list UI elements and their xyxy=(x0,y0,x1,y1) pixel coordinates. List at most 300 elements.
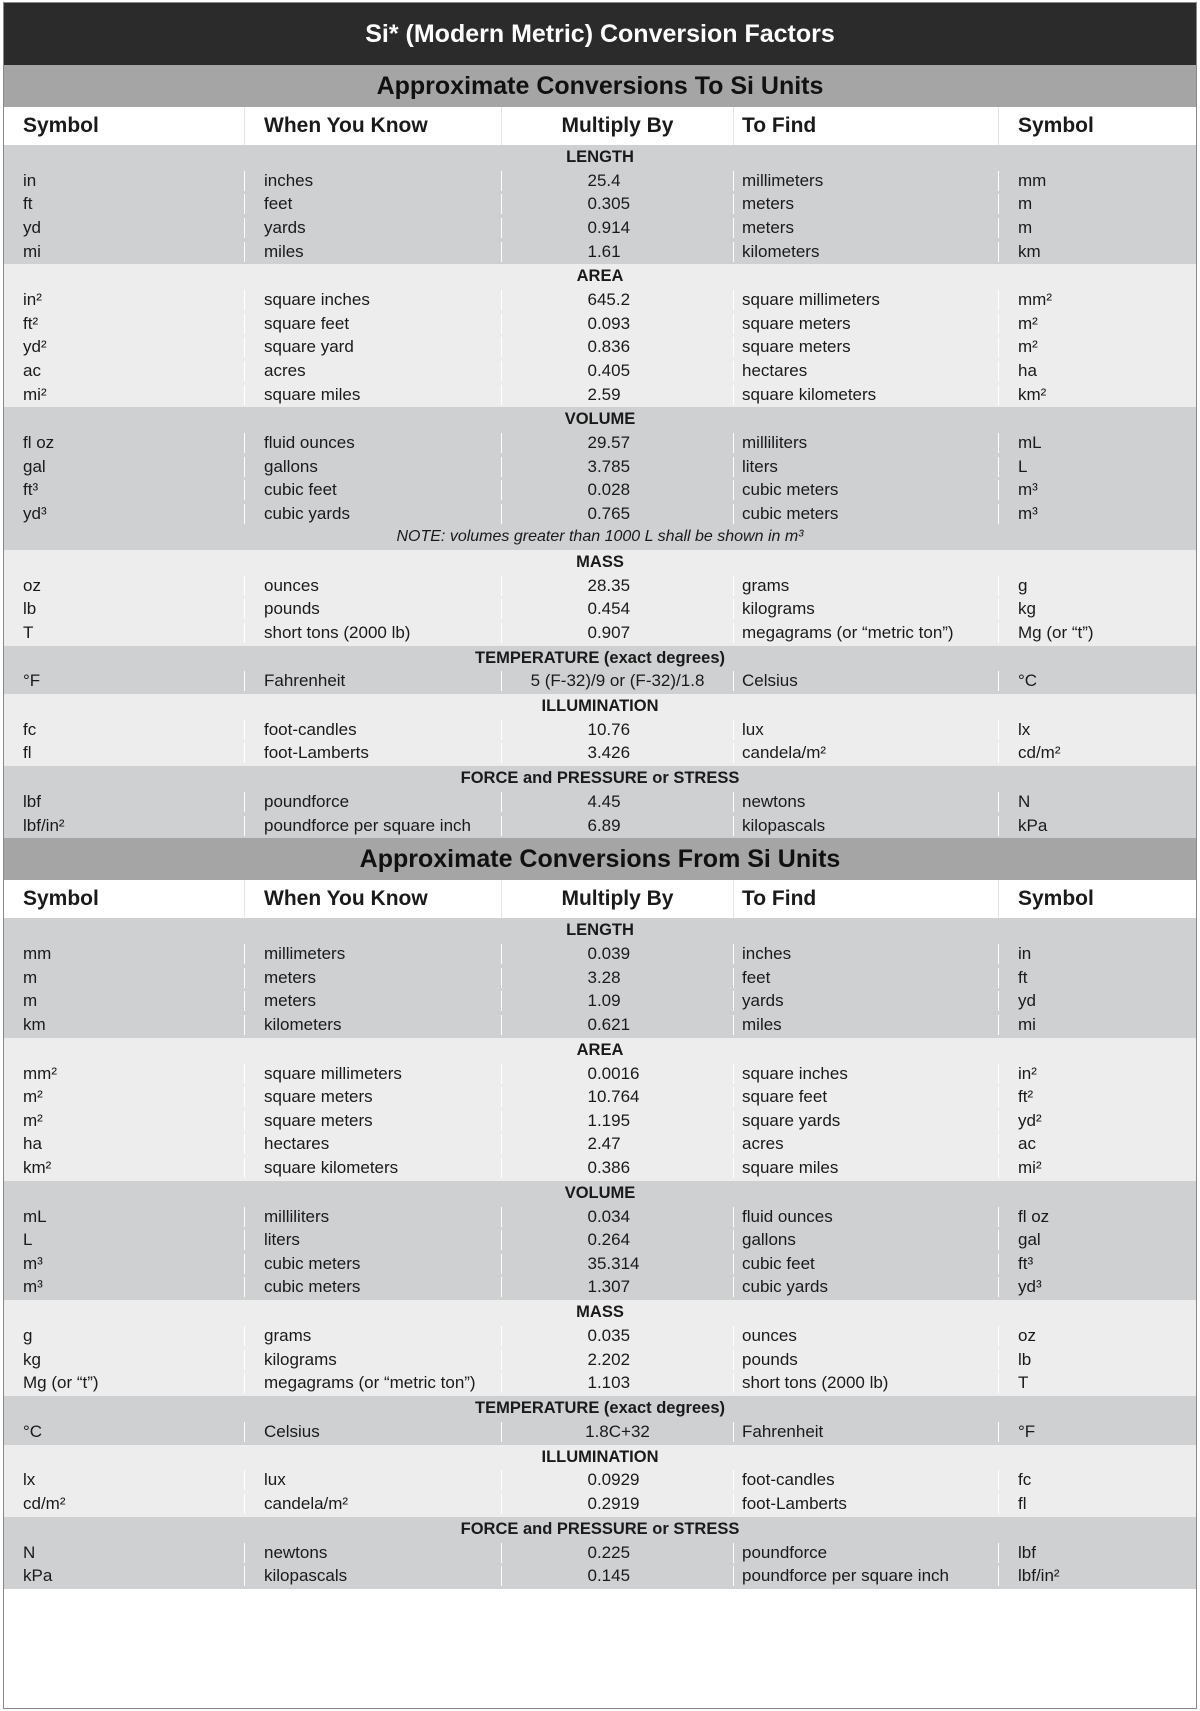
cell-to-find: ounces xyxy=(733,1326,998,1346)
cell-multiply-by xyxy=(501,1254,733,1274)
multiply-by-value: 0.765 xyxy=(587,503,631,523)
cell-to-find: meters xyxy=(733,218,998,238)
cell-symbol: m² xyxy=(23,1110,43,1130)
header-when-you-know: When You Know xyxy=(244,107,501,145)
cell-result-symbol: kPa xyxy=(998,816,1196,836)
multiply-by-value: 0.914 xyxy=(587,217,631,237)
cell-when-you-know: meters xyxy=(244,991,501,1011)
cell-when-you-know: Celsius xyxy=(244,1422,501,1442)
cell-to-find: gallons xyxy=(733,1230,998,1250)
cell-multiply-by xyxy=(501,792,733,812)
group-title: ILLUMINATION xyxy=(541,1447,659,1466)
cell-multiply-by xyxy=(501,314,733,334)
table-row xyxy=(4,597,1196,621)
multiply-by-value: 1.103 xyxy=(587,1373,631,1393)
column-header-row xyxy=(4,107,1196,145)
cell-symbol: Mg (or “t”) xyxy=(23,1373,99,1393)
cell-multiply-by xyxy=(501,457,733,477)
group-title: VOLUME xyxy=(564,1183,636,1202)
cell-when-you-know: meters xyxy=(244,968,501,988)
cell-symbol: mL xyxy=(23,1206,47,1226)
table-row xyxy=(4,574,1196,598)
multiply-by-value: 4.45 xyxy=(587,792,621,812)
multiply-by-value: 0.454 xyxy=(587,599,631,619)
table-row xyxy=(4,1348,1196,1372)
multiply-by-value: 1.09 xyxy=(587,991,621,1011)
multiply-by-value: 0.035 xyxy=(587,1325,631,1345)
multiply-by-value: 0.305 xyxy=(587,194,631,214)
header-symbol-result: Symbol xyxy=(998,107,1196,145)
multiply-by-value: 645.2 xyxy=(587,290,631,310)
section-title: Approximate Conversions To Si Units xyxy=(4,65,1196,107)
table-row xyxy=(4,383,1196,407)
cell-symbol: in xyxy=(23,170,37,190)
multiply-by-value: 0.034 xyxy=(587,1206,631,1226)
cell-multiply-by xyxy=(501,1566,733,1586)
cell-symbol: T xyxy=(23,622,34,642)
cell-when-you-know: feet xyxy=(244,194,501,214)
cell-multiply-by xyxy=(501,720,733,740)
table-row xyxy=(4,216,1196,240)
header-symbol: Symbol xyxy=(23,887,99,911)
table-row xyxy=(4,359,1196,383)
conversion-group xyxy=(4,264,1196,407)
group-title: FORCE and PRESSURE or STRESS xyxy=(460,769,740,788)
cell-result-symbol: cd/m² xyxy=(998,743,1196,763)
cell-result-symbol: mm xyxy=(998,171,1196,191)
multiply-by-value: 1.307 xyxy=(587,1277,631,1297)
cell-result-symbol: km² xyxy=(998,385,1196,405)
cell-symbol: m³ xyxy=(23,1277,43,1297)
cell-multiply-by xyxy=(501,816,733,836)
table-row xyxy=(4,193,1196,217)
cell-when-you-know: short tons (2000 lb) xyxy=(244,623,501,643)
cell-symbol: km² xyxy=(23,1158,52,1178)
cell-to-find: Celsius xyxy=(733,671,998,691)
cell-to-find: grams xyxy=(733,576,998,596)
cell-symbol: lbf xyxy=(23,792,41,812)
cell-result-symbol: yd² xyxy=(998,1111,1196,1131)
cell-to-find: pounds xyxy=(733,1350,998,1370)
multiply-by-value: 35.314 xyxy=(587,1253,640,1273)
cell-to-find: kilometers xyxy=(733,242,998,262)
group-note: NOTE: volumes greater than 1000 L shall be shown in m³ xyxy=(396,528,804,546)
multiply-by-value: 3.28 xyxy=(587,967,621,987)
cell-when-you-know: miles xyxy=(244,242,501,262)
multiply-by-value: 3.785 xyxy=(587,456,631,476)
cell-multiply-by xyxy=(501,480,733,500)
conversion-factors-sheet xyxy=(3,2,1197,1709)
cell-result-symbol: m³ xyxy=(998,480,1196,500)
cell-result-symbol: yd xyxy=(998,991,1196,1011)
table-row xyxy=(4,1156,1196,1180)
table-row xyxy=(4,1420,1196,1444)
cell-symbol: kg xyxy=(23,1349,41,1369)
cell-to-find: megagrams (or “metric ton”) xyxy=(733,623,998,643)
cell-to-find: foot-Lamberts xyxy=(733,1494,998,1514)
conversion-group xyxy=(4,694,1196,766)
cell-multiply-by xyxy=(501,576,733,596)
multiply-by-value: 2.47 xyxy=(587,1134,621,1154)
header-to-find: To Find xyxy=(733,880,998,918)
column-header-row xyxy=(4,880,1196,918)
cell-to-find: fluid ounces xyxy=(733,1207,998,1227)
cell-when-you-know: Fahrenheit xyxy=(244,671,501,691)
cell-to-find: cubic meters xyxy=(733,480,998,500)
cell-result-symbol: ft³ xyxy=(998,1254,1196,1274)
cell-symbol: ft³ xyxy=(23,480,39,500)
cell-when-you-know: square feet xyxy=(244,314,501,334)
multiply-by-value: 2.59 xyxy=(587,384,621,404)
cell-when-you-know: hectares xyxy=(244,1134,501,1154)
cell-when-you-know: square meters xyxy=(244,1111,501,1131)
header-to-find: To Find xyxy=(733,107,998,145)
multiply-by-value: 0.028 xyxy=(587,480,631,500)
cell-result-symbol: kg xyxy=(998,599,1196,619)
cell-symbol: ft² xyxy=(23,313,39,333)
cell-when-you-know: liters xyxy=(244,1230,501,1250)
multiply-by-value: 10.76 xyxy=(587,719,631,739)
cell-when-you-know: pounds xyxy=(244,599,501,619)
table-row xyxy=(4,336,1196,360)
cell-when-you-know: kilopascals xyxy=(244,1566,501,1586)
cell-multiply-by xyxy=(501,1230,733,1250)
cell-when-you-know: grams xyxy=(244,1326,501,1346)
table-row xyxy=(4,1469,1196,1493)
cell-multiply-by xyxy=(501,1470,733,1490)
cell-to-find: inches xyxy=(733,944,998,964)
cell-result-symbol: fl oz xyxy=(998,1207,1196,1227)
cell-result-symbol: in xyxy=(998,944,1196,964)
cell-result-symbol: g xyxy=(998,576,1196,596)
header-symbol-result: Symbol xyxy=(998,880,1196,918)
cell-to-find: liters xyxy=(733,457,998,477)
cell-when-you-know: cubic yards xyxy=(244,504,501,524)
cell-result-symbol: ha xyxy=(998,361,1196,381)
cell-to-find: short tons (2000 lb) xyxy=(733,1373,998,1393)
cell-multiply-by xyxy=(501,743,733,763)
group-title: AREA xyxy=(576,267,624,286)
cell-when-you-know: square yard xyxy=(244,337,501,357)
group-title: MASS xyxy=(576,1303,624,1322)
cell-result-symbol: km xyxy=(998,242,1196,262)
table-row xyxy=(4,1205,1196,1229)
cell-to-find: feet xyxy=(733,968,998,988)
multiply-by-value: 0.0016 xyxy=(587,1063,640,1083)
cell-symbol: yd³ xyxy=(23,503,47,523)
cell-multiply-by xyxy=(501,1422,733,1442)
cell-symbol: mi xyxy=(23,241,41,261)
cell-when-you-know: square inches xyxy=(244,290,501,310)
cell-when-you-know: cubic feet xyxy=(244,480,501,500)
multiply-by-value: 0.264 xyxy=(587,1230,631,1250)
cell-symbol: m³ xyxy=(23,1253,43,1273)
group-title: TEMPERATURE (exact degrees) xyxy=(474,648,725,667)
cell-multiply-by xyxy=(501,242,733,262)
cell-result-symbol: L xyxy=(998,457,1196,477)
cell-to-find: poundforce per square inch xyxy=(733,1566,998,1586)
cell-result-symbol: ft² xyxy=(998,1087,1196,1107)
table-row xyxy=(4,1013,1196,1037)
cell-multiply-by xyxy=(501,194,733,214)
table-row xyxy=(4,1564,1196,1588)
multiply-by-value: 0.405 xyxy=(587,360,631,380)
conversion-group xyxy=(4,407,1196,549)
cell-symbol: ha xyxy=(23,1134,42,1154)
cell-when-you-know: fluid ounces xyxy=(244,433,501,453)
table-row xyxy=(4,1252,1196,1276)
cell-to-find: square meters xyxy=(733,337,998,357)
sections-container xyxy=(4,65,1196,1589)
conversion-group xyxy=(4,1445,1196,1517)
cell-result-symbol: mi xyxy=(998,1015,1196,1035)
cell-result-symbol: ft xyxy=(998,968,1196,988)
cell-symbol: lbf/in² xyxy=(23,815,65,835)
cell-result-symbol: lb xyxy=(998,1350,1196,1370)
cell-multiply-by xyxy=(501,991,733,1011)
conversion-group xyxy=(4,550,1196,646)
table-row xyxy=(4,942,1196,966)
cell-to-find: square inches xyxy=(733,1064,998,1084)
section-title: Approximate Conversions From Si Units xyxy=(4,838,1196,880)
multiply-by-value: 29.57 xyxy=(587,433,631,453)
cell-symbol: mi² xyxy=(23,384,47,404)
cell-when-you-know: cubic meters xyxy=(244,1277,501,1297)
group-title: LENGTH xyxy=(566,921,634,940)
cell-result-symbol: yd³ xyxy=(998,1277,1196,1297)
cell-multiply-by xyxy=(501,337,733,357)
cell-multiply-by xyxy=(501,171,733,191)
cell-multiply-by xyxy=(501,433,733,453)
cell-result-symbol: lbf/in² xyxy=(998,1566,1196,1586)
conversion-group xyxy=(4,1396,1196,1445)
multiply-by-value: 0.0929 xyxy=(587,1470,640,1490)
cell-result-symbol: oz xyxy=(998,1326,1196,1346)
multiply-by-value: 10.764 xyxy=(587,1087,640,1107)
cell-result-symbol: °C xyxy=(998,671,1196,691)
table-row xyxy=(4,312,1196,336)
header-symbol: Symbol xyxy=(23,114,99,137)
table-row xyxy=(4,790,1196,814)
multiply-by-value: 0.145 xyxy=(587,1566,631,1586)
cell-when-you-know: millimeters xyxy=(244,944,501,964)
cell-symbol: °F xyxy=(23,671,41,691)
cell-multiply-by xyxy=(501,1064,733,1084)
conversion-group xyxy=(4,1038,1196,1181)
page-title: Si* (Modern Metric) Conversion Factors xyxy=(4,3,1196,65)
cell-to-find: acres xyxy=(733,1134,998,1154)
multiply-by-value: 1.8C+32 xyxy=(585,1421,650,1441)
cell-when-you-know: square kilometers xyxy=(244,1158,501,1178)
cell-result-symbol: N xyxy=(998,792,1196,812)
group-title: ILLUMINATION xyxy=(541,697,659,716)
table-row xyxy=(4,240,1196,264)
cell-to-find: cubic yards xyxy=(733,1277,998,1297)
cell-multiply-by xyxy=(501,968,733,988)
table-row xyxy=(4,1324,1196,1348)
cell-multiply-by xyxy=(501,290,733,310)
multiply-by-value: 3.426 xyxy=(587,743,631,763)
cell-result-symbol: m xyxy=(998,218,1196,238)
cell-multiply-by xyxy=(501,1015,733,1035)
cell-when-you-know: yards xyxy=(244,218,501,238)
cell-symbol: fl xyxy=(23,743,32,763)
cell-when-you-know: milliliters xyxy=(244,1207,501,1227)
cell-symbol: mm xyxy=(23,944,52,964)
cell-to-find: yards xyxy=(733,991,998,1011)
conversion-group xyxy=(4,1181,1196,1300)
cell-multiply-by xyxy=(501,1277,733,1297)
cell-result-symbol: fl xyxy=(998,1494,1196,1514)
cell-multiply-by xyxy=(501,1494,733,1514)
multiply-by-value: 1.61 xyxy=(587,241,621,261)
cell-symbol: ft xyxy=(23,194,33,214)
conversion-group xyxy=(4,766,1196,838)
cell-to-find: kilopascals xyxy=(733,816,998,836)
cell-when-you-know: kilometers xyxy=(244,1015,501,1035)
conversion-group xyxy=(4,918,1196,1037)
table-row xyxy=(4,1276,1196,1300)
cell-to-find: newtons xyxy=(733,792,998,812)
cell-to-find: cubic meters xyxy=(733,504,998,524)
cell-symbol: m xyxy=(23,991,38,1011)
cell-multiply-by xyxy=(501,1134,733,1154)
cell-symbol: fl oz xyxy=(23,433,55,453)
multiply-by-value: 0.093 xyxy=(587,313,631,333)
cell-symbol: oz xyxy=(23,575,41,595)
cell-result-symbol: m xyxy=(998,194,1196,214)
cell-result-symbol: Mg (or “t”) xyxy=(998,623,1196,643)
cell-multiply-by xyxy=(501,1111,733,1131)
cell-result-symbol: mm² xyxy=(998,290,1196,310)
cell-symbol: lb xyxy=(23,599,37,619)
multiply-by-value: 0.2919 xyxy=(587,1493,640,1513)
multiply-by-value: 1.195 xyxy=(587,1110,631,1130)
conversion-group xyxy=(4,646,1196,695)
cell-symbol: yd xyxy=(23,217,41,237)
cell-to-find: meters xyxy=(733,194,998,214)
cell-symbol: N xyxy=(23,1542,36,1562)
table-row xyxy=(4,742,1196,766)
multiply-by-value: 0.039 xyxy=(587,944,631,964)
cell-multiply-by xyxy=(501,1207,733,1227)
cell-when-you-know: square meters xyxy=(244,1087,501,1107)
multiply-by-value: 5 (F-32)/9 or (F-32)/1.8 xyxy=(530,671,705,691)
cell-when-you-know: foot-candles xyxy=(244,720,501,740)
cell-symbol: ac xyxy=(23,360,41,380)
cell-when-you-know: foot-Lamberts xyxy=(244,743,501,763)
cell-multiply-by xyxy=(501,1326,733,1346)
cell-symbol: kPa xyxy=(23,1566,53,1586)
cell-when-you-know: square miles xyxy=(244,385,501,405)
cell-result-symbol: °F xyxy=(998,1422,1196,1442)
cell-multiply-by xyxy=(501,1350,733,1370)
table-row xyxy=(4,1371,1196,1395)
cell-symbol: °C xyxy=(23,1421,43,1441)
cell-when-you-know: megagrams (or “metric ton”) xyxy=(244,1373,501,1393)
cell-result-symbol: lx xyxy=(998,720,1196,740)
cell-when-you-know: poundforce per square inch xyxy=(244,816,501,836)
cell-multiply-by xyxy=(501,1543,733,1563)
group-title: AREA xyxy=(576,1040,624,1059)
multiply-by-value: 2.202 xyxy=(587,1349,631,1369)
cell-result-symbol: m² xyxy=(998,314,1196,334)
table-row xyxy=(4,621,1196,645)
table-row xyxy=(4,718,1196,742)
group-title: VOLUME xyxy=(564,410,636,429)
cell-when-you-know: lux xyxy=(244,1470,501,1490)
cell-result-symbol: gal xyxy=(998,1230,1196,1250)
table-row xyxy=(4,670,1196,694)
cell-multiply-by xyxy=(501,361,733,381)
cell-symbol: m xyxy=(23,967,38,987)
cell-when-you-know: gallons xyxy=(244,457,501,477)
cell-multiply-by xyxy=(501,504,733,524)
cell-to-find: lux xyxy=(733,720,998,740)
multiply-by-value: 0.225 xyxy=(587,1542,631,1562)
table-row xyxy=(4,1109,1196,1133)
cell-multiply-by xyxy=(501,671,733,691)
cell-to-find: hectares xyxy=(733,361,998,381)
cell-result-symbol: m³ xyxy=(998,504,1196,524)
multiply-by-value: 0.386 xyxy=(587,1158,631,1178)
cell-symbol: cd/m² xyxy=(23,1493,66,1513)
conversion-group xyxy=(4,145,1196,264)
cell-result-symbol: fc xyxy=(998,1470,1196,1490)
cell-when-you-know: cubic meters xyxy=(244,1254,501,1274)
cell-to-find: kilograms xyxy=(733,599,998,619)
table-row xyxy=(4,431,1196,455)
table-row xyxy=(4,169,1196,193)
cell-symbol: fc xyxy=(23,719,37,739)
cell-to-find: square meters xyxy=(733,314,998,334)
cell-to-find: square millimeters xyxy=(733,290,998,310)
multiply-by-value: 0.907 xyxy=(587,622,631,642)
table-row xyxy=(4,990,1196,1014)
cell-symbol: yd² xyxy=(23,337,47,357)
cell-result-symbol: mi² xyxy=(998,1158,1196,1178)
cell-multiply-by xyxy=(501,623,733,643)
cell-to-find: square feet xyxy=(733,1087,998,1107)
cell-symbol: km xyxy=(23,1015,46,1035)
table-row xyxy=(4,502,1196,526)
group-title: LENGTH xyxy=(566,148,634,166)
cell-result-symbol: T xyxy=(998,1373,1196,1393)
header-when-you-know: When You Know xyxy=(244,880,501,918)
multiply-by-value: 6.89 xyxy=(587,815,621,835)
cell-when-you-know: acres xyxy=(244,361,501,381)
cell-multiply-by xyxy=(501,385,733,405)
cell-when-you-know: inches xyxy=(244,171,501,191)
cell-when-you-know: ounces xyxy=(244,576,501,596)
table-row xyxy=(4,1492,1196,1516)
cell-to-find: square kilometers xyxy=(733,385,998,405)
cell-when-you-know: kilograms xyxy=(244,1350,501,1370)
cell-symbol: g xyxy=(23,1325,33,1345)
cell-result-symbol: mL xyxy=(998,433,1196,453)
header-multiply-by: Multiply By xyxy=(501,107,733,145)
cell-result-symbol: lbf xyxy=(998,1543,1196,1563)
cell-to-find: poundforce xyxy=(733,1543,998,1563)
table-row xyxy=(4,1085,1196,1109)
table-row xyxy=(4,455,1196,479)
table-row xyxy=(4,479,1196,503)
cell-result-symbol: m² xyxy=(998,337,1196,357)
multiply-by-value: 0.621 xyxy=(587,1015,631,1035)
table-row xyxy=(4,1541,1196,1565)
cell-symbol: in² xyxy=(23,290,42,310)
group-title: FORCE and PRESSURE or STRESS xyxy=(460,1519,740,1538)
